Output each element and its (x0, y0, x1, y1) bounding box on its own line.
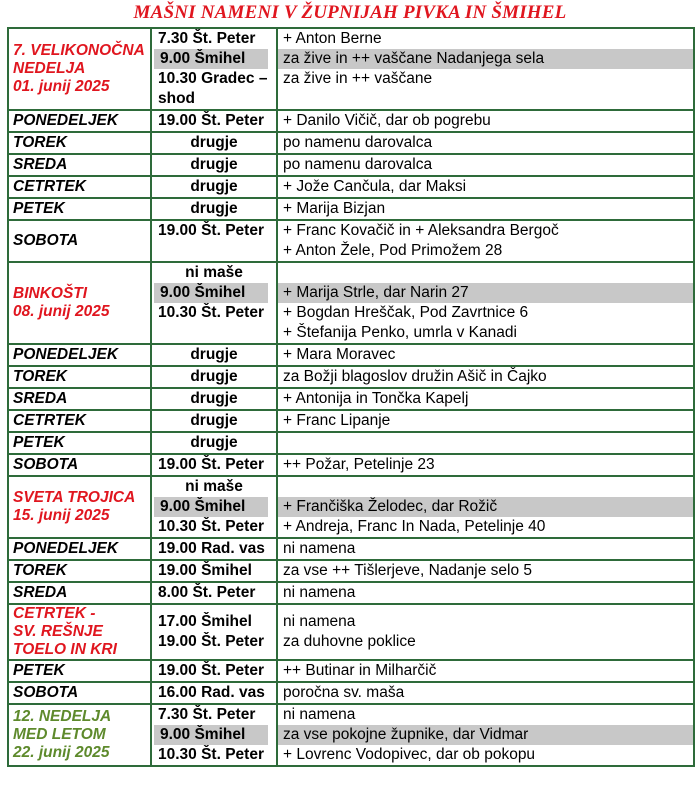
day-label: CETRTEK (13, 412, 86, 429)
time-cell (151, 454, 277, 476)
time-cell (151, 410, 277, 432)
schedule-row (8, 538, 694, 560)
mass-intention: + Antonija in Tončka Kapelj (283, 390, 469, 407)
mass-intention: + Anton Berne (283, 30, 382, 47)
time-cell (151, 344, 277, 366)
mass-intention: + Štefanija Penko, umrla v Kanadi (283, 324, 517, 341)
schedule-row (8, 682, 694, 704)
schedule-row (8, 110, 694, 132)
intention-cell (277, 110, 694, 132)
mass-time: 9.00 Šmihel (154, 283, 268, 303)
schedule-row (8, 262, 694, 344)
mass-time: 19.00 Št. Peter (158, 222, 264, 239)
day-cell (8, 660, 151, 682)
schedule-row (8, 344, 694, 366)
mass-time: 19.00 Šmihel (158, 562, 252, 579)
schedule-row (8, 660, 694, 682)
mass-intention: ni namena (283, 584, 356, 601)
mass-time: 17.00 Šmihel (158, 613, 252, 630)
day-cell (8, 132, 151, 154)
mass-intention: + Franc Kovačič in + Aleksandra Bergoč (283, 222, 559, 239)
intention-cell (277, 388, 694, 410)
mass-time: shod (158, 90, 196, 107)
mass-time (152, 323, 276, 343)
day-label: SOBOTA (13, 456, 79, 473)
time-cell (151, 582, 277, 604)
day-cell (8, 366, 151, 388)
intention-cell (277, 582, 694, 604)
day-cell (8, 220, 151, 262)
mass-time: drugje (190, 178, 238, 195)
schedule-row (8, 432, 694, 454)
mass-time: ni maše (185, 478, 243, 495)
day-label: SREDA (13, 584, 68, 601)
mass-time: ni maše (185, 264, 243, 281)
mass-intention: po namenu darovalca (283, 156, 433, 173)
mass-intention: za žive in ++ vaščane Nadanjega sela (278, 49, 693, 69)
day-label: BINKOŠTI (13, 285, 88, 302)
intention-cell (277, 538, 694, 560)
mass-intention: + Bogdan Hreščak, Pod Zavrtnice 6 (283, 304, 529, 321)
day-cell (8, 198, 151, 220)
intention-cell (277, 604, 694, 660)
day-cell (8, 476, 151, 538)
mass-time: 10.30 Št. Peter (158, 304, 264, 321)
day-label: SREDA (13, 156, 68, 173)
intention-cell (277, 660, 694, 682)
intention-cell (277, 344, 694, 366)
mass-intention: ++ Butinar in Milharčič (283, 662, 437, 679)
intention-cell (277, 432, 694, 454)
schedule-row (8, 132, 694, 154)
mass-intention: za žive in ++ vaščane (283, 70, 433, 87)
mass-intention: poročna sv. maša (283, 684, 405, 701)
intention-cell (277, 198, 694, 220)
mass-time: 7.30 Št. Peter (158, 30, 256, 47)
intention-cell (277, 560, 694, 582)
intention-cell (277, 132, 694, 154)
day-cell (8, 454, 151, 476)
day-label: CETRTEK - (13, 605, 96, 622)
time-cell (151, 110, 277, 132)
mass-time: drugje (190, 156, 238, 173)
intention-cell (277, 410, 694, 432)
mass-intention: + Frančiška Želodec, dar Rožič (278, 497, 693, 517)
day-cell (8, 432, 151, 454)
schedule-row (8, 704, 694, 766)
schedule-row (8, 604, 694, 660)
day-label: SVETA TROJICA (13, 489, 136, 506)
day-cell (8, 388, 151, 410)
mass-intention: + Andreja, Franc In Nada, Petelinje 40 (283, 518, 546, 535)
schedule-row (8, 560, 694, 582)
time-cell (151, 366, 277, 388)
day-label: TOREK (13, 134, 67, 151)
mass-time: 10.30 Št. Peter (158, 518, 264, 535)
intention-cell (277, 176, 694, 198)
mass-time: 19.00 Št. Peter (158, 456, 264, 473)
day-cell (8, 28, 151, 110)
mass-time: 10.30 Št. Peter (158, 746, 264, 763)
mass-time: drugje (190, 434, 238, 451)
day-cell (8, 560, 151, 582)
time-cell (151, 132, 277, 154)
intention-cell (277, 704, 694, 766)
day-label: SOBOTA (13, 232, 79, 249)
mass-intention: ni namena (283, 706, 356, 723)
mass-intention: za vse pokojne župnike, dar Vidmar (278, 725, 693, 745)
schedule-row (8, 366, 694, 388)
mass-intention (278, 433, 693, 453)
schedule-row (8, 176, 694, 198)
mass-time: 19.00 Rad. vas (158, 540, 265, 557)
mass-time: drugje (190, 346, 238, 363)
day-cell (8, 704, 151, 766)
time-cell (151, 604, 277, 660)
time-cell (151, 432, 277, 454)
day-label: PONEDELJEK (13, 112, 119, 129)
day-label: SV. REŠNJE (13, 623, 103, 640)
mass-time: drugje (190, 368, 238, 385)
day-label: NEDELJA (13, 60, 86, 77)
schedule-row (8, 220, 694, 262)
time-cell (151, 176, 277, 198)
mass-time: 19.00 Št. Peter (158, 112, 264, 129)
mass-time: 9.00 Šmihel (154, 725, 268, 745)
mass-intention (278, 263, 693, 283)
day-label: TOELO IN KRI (13, 641, 117, 658)
mass-intention: za Božji blagoslov družin Ašič in Čajko (283, 368, 547, 385)
day-cell (8, 176, 151, 198)
schedule-row (8, 28, 694, 110)
day-cell (8, 682, 151, 704)
mass-time: drugje (190, 412, 238, 429)
mass-intention: za vse ++ Tišlerjeve, Nadanje selo 5 (283, 562, 532, 579)
day-label: TOREK (13, 562, 67, 579)
intention-cell (277, 454, 694, 476)
intention-cell (277, 154, 694, 176)
day-cell (8, 410, 151, 432)
day-cell (8, 604, 151, 660)
day-label: PONEDELJEK (13, 346, 119, 363)
mass-time: 9.00 Šmihel (154, 49, 268, 69)
time-cell (151, 660, 277, 682)
mass-intention: po namenu darovalca (283, 134, 433, 151)
mass-schedule-table (7, 27, 695, 767)
mass-time: 19.00 Št. Peter (158, 662, 264, 679)
time-cell (151, 220, 277, 262)
mass-time: drugje (190, 134, 238, 151)
mass-intention (278, 477, 693, 497)
mass-intention: + Lovrenc Vodopivec, dar ob pokopu (283, 746, 536, 763)
day-label: 15. junij 2025 (13, 507, 110, 524)
schedule-row (8, 476, 694, 538)
time-cell (151, 538, 277, 560)
mass-intention: + Marija Bizjan (283, 200, 386, 217)
time-spacer (152, 241, 276, 261)
intention-cell (277, 682, 694, 704)
day-cell (8, 110, 151, 132)
intention-cell (277, 262, 694, 344)
day-label: 22. junij 2025 (13, 744, 110, 761)
time-cell (151, 388, 277, 410)
time-cell (151, 476, 277, 538)
mass-intention: + Franc Lipanje (283, 412, 391, 429)
mass-intention (278, 89, 693, 109)
time-cell (151, 262, 277, 344)
day-cell (8, 344, 151, 366)
intention-cell (277, 366, 694, 388)
time-cell (151, 560, 277, 582)
day-label: SREDA (13, 390, 68, 407)
mass-intention: + Anton Žele, Pod Primožem 28 (283, 242, 503, 259)
schedule-row (8, 454, 694, 476)
mass-intention: ni namena (283, 540, 356, 557)
time-cell (151, 198, 277, 220)
mass-intention: + Marija Strle, dar Narin 27 (278, 283, 693, 303)
day-label: SOBOTA (13, 684, 79, 701)
time-cell (151, 154, 277, 176)
day-cell (8, 582, 151, 604)
mass-time: 8.00 Št. Peter (158, 584, 256, 601)
intention-cell (277, 220, 694, 262)
time-cell (151, 704, 277, 766)
mass-time: 16.00 Rad. vas (158, 684, 265, 701)
mass-intention: za duhovne poklice (283, 633, 416, 650)
mass-time: 7.30 Št. Peter (158, 706, 256, 723)
day-cell (8, 262, 151, 344)
schedule-row (8, 582, 694, 604)
day-label: 08. junij 2025 (13, 303, 110, 320)
page-title: MAŠNI NAMENI V ŽUPNIJAH PIVKA IN ŠMIHEL (133, 2, 567, 23)
time-cell (151, 682, 277, 704)
day-label: 7. VELIKONOČNA (13, 42, 145, 59)
mass-time: drugje (190, 390, 238, 407)
day-label: PETEK (13, 200, 65, 217)
intention-cell (277, 476, 694, 538)
day-label: PETEK (13, 434, 65, 451)
mass-intention: + Mara Moravec (283, 346, 396, 363)
schedule-row (8, 198, 694, 220)
day-cell (8, 538, 151, 560)
day-label: CETRTEK (13, 178, 86, 195)
intention-cell (277, 28, 694, 110)
mass-intention: + Danilo Vičič, dar ob pogrebu (283, 112, 491, 129)
day-label: PONEDELJEK (13, 540, 119, 557)
time-cell (151, 28, 277, 110)
day-cell (8, 154, 151, 176)
mass-intention: + Jože Cančula, dar Maksi (283, 178, 467, 195)
schedule-row (8, 410, 694, 432)
schedule-row (8, 388, 694, 410)
mass-time: 9.00 Šmihel (154, 497, 268, 517)
schedule-row (8, 154, 694, 176)
day-label: 12. NEDELJA (13, 708, 112, 725)
mass-time: 19.00 Št. Peter (158, 633, 264, 650)
day-label: MED LETOM (13, 726, 106, 743)
day-label: 01. junij 2025 (13, 78, 110, 95)
day-label: TOREK (13, 368, 67, 385)
mass-time: 10.30 Gradec – (158, 70, 268, 87)
mass-intention: ni namena (283, 613, 356, 630)
day-label: PETEK (13, 662, 65, 679)
mass-intention: ++ Požar, Petelinje 23 (283, 456, 435, 473)
mass-time: drugje (190, 200, 238, 217)
